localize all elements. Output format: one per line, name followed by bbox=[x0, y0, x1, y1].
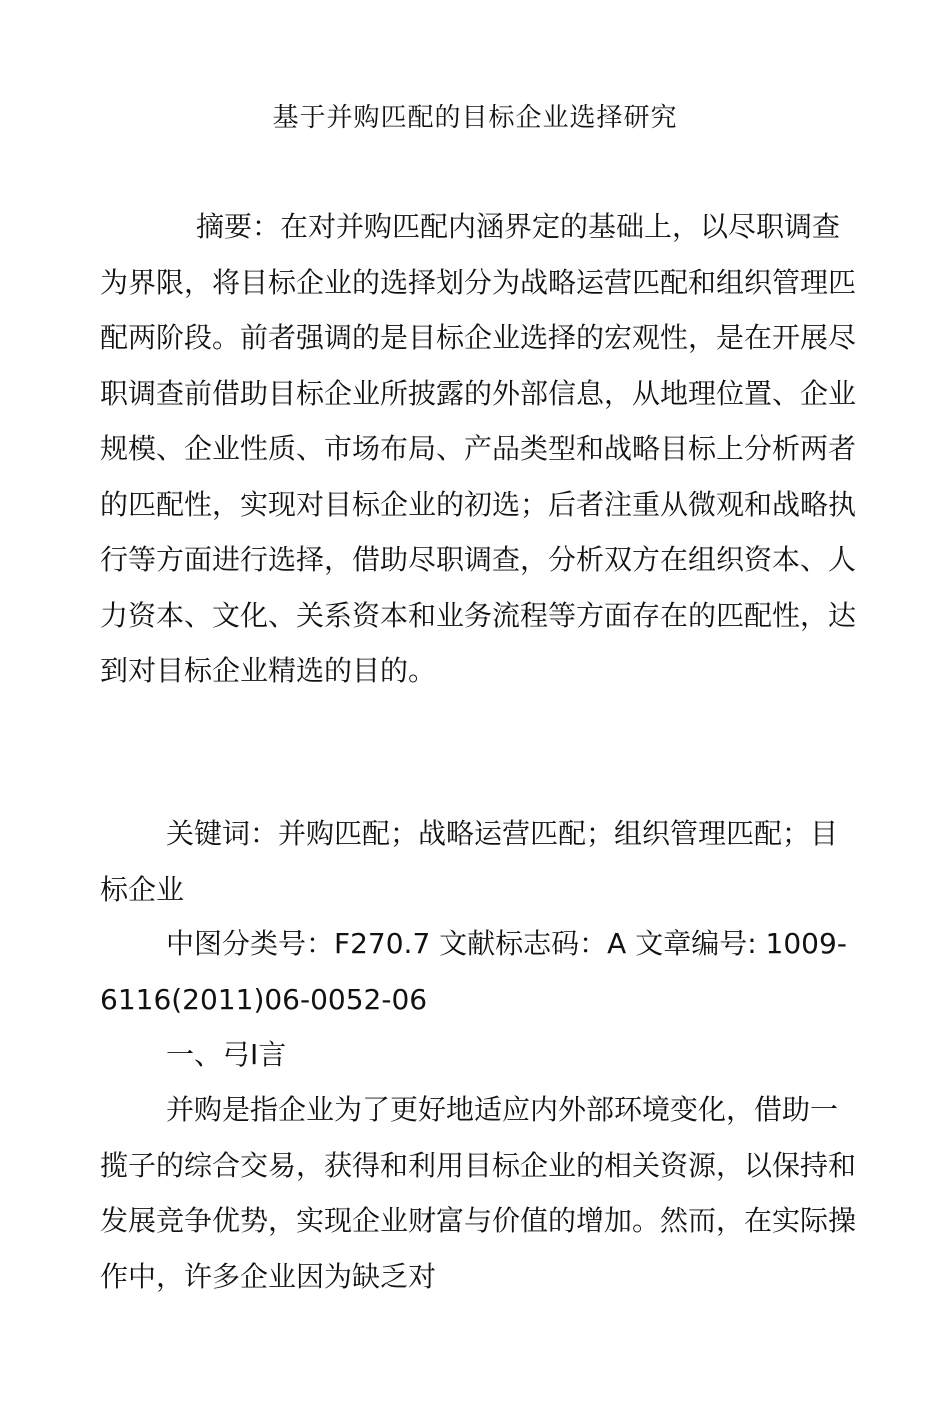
section-heading: 一、弓I言 bbox=[166, 1038, 287, 1071]
document-title: 基于并购匹配的目标企业选择研究 bbox=[272, 103, 678, 133]
keywords-paragraph: 关键词：并购匹配；战略运营匹配；组织管理匹配；目标企业 bbox=[100, 817, 839, 906]
abstract-paragraph: 摘要：在对并购匹配内涵界定的基础上，以尽职调查为界限，将目标企业的选择划分为战略运营匹配和组织管理匹配两阶段。前者强调的是目标企业选择的宏观性，是在开展尽职调查前借助目标企业所披露的外部信息，从地理位置、企业规模、企业性质、市场布局、产品类型和战略目标上分析两者的匹配性，实现对目标企业的初选；后者注重从微观和战略执行等方面进行选择，借助尽职调查，分析双方在组织资本、人力资本、文化、关系资本和业务流程等方面存在的匹配性，达到对目标企业精选的目的。 bbox=[100, 210, 857, 687]
intro-paragraph: 并购是指企业为了更好地适应内外部环境变化，借助一揽子的综合交易，获得和利用目标企业的相关资源，以保持和发展竞争优势，实现企业财富与价值的增加。然而，在实际操作中，许多企业因为缺乏对 bbox=[100, 1093, 857, 1293]
classification-paragraph: 中图分类号：F270.7 文献标志码：A 文章编号: 1009-6116(2011)06-0052-06 bbox=[100, 927, 847, 1016]
